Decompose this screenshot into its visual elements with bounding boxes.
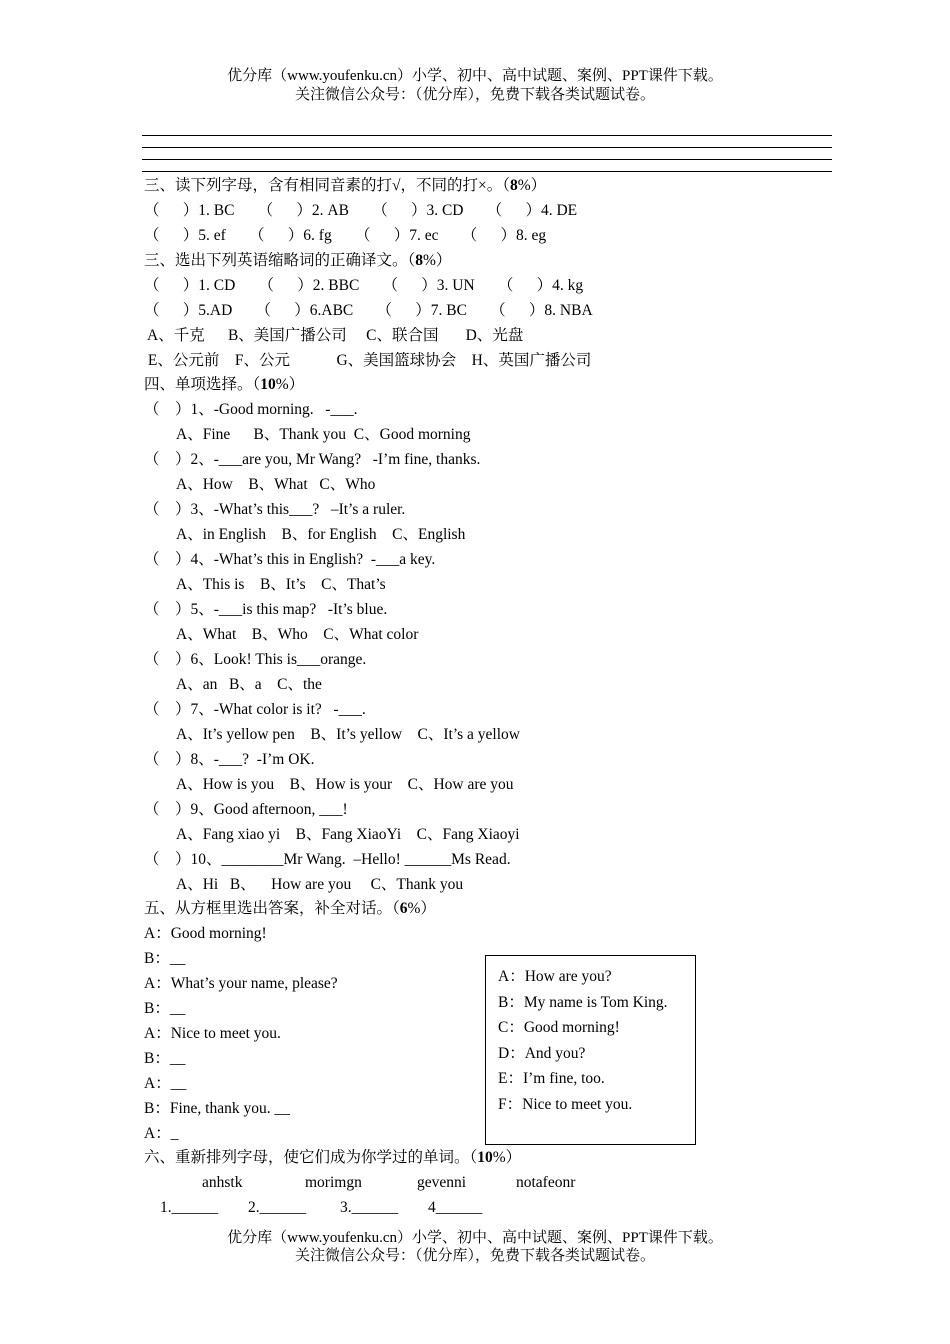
question-8: （ ）8、-___? -I’m OK. [144, 751, 315, 768]
question-4-options: A、This is B、It’s C、That’s [176, 576, 386, 593]
header-line-2: 关注微信公众号：（优分库），免费下载各类试题试卷。 [294, 87, 655, 103]
dialogue-line-2: B：__ [144, 950, 186, 967]
footer-line-1: 优分库（www.youfenku.cn）小学、初中、高中试题、案例、PPT课件下载。 [227, 1230, 723, 1246]
section-6-title: 六、重新排列字母，使它们成为你学过的单词。（10%） [144, 1149, 522, 1166]
question-6-options: A、an B、a C、the [176, 676, 322, 693]
question-3: （ ）3、-What’s this___? –It’s a ruler. [144, 501, 406, 518]
box-option-b: B：My name is Tom King. [498, 994, 668, 1011]
dialogue-line-6: B：__ [144, 1050, 186, 1067]
question-7: （ ）7、-What color is it? -___. [144, 701, 366, 718]
question-1-options: A、Fine B、Thank you C、Good morning [176, 426, 471, 443]
section-5-title: 五、从方框里选出答案，补全对话。（6%） [144, 900, 436, 917]
dialogue-line-4: B：__ [144, 1000, 186, 1017]
answer-blank-4: 4______ [428, 1199, 483, 1216]
header-rule-2 [142, 147, 832, 148]
box-option-e: E：I’m fine, too. [498, 1070, 605, 1087]
question-3-options: A、in English B、for English C、English [176, 526, 466, 543]
question-1: （ ）1、-Good morning. -___. [144, 401, 358, 418]
section-3b-options-2: E、公元前 F、公元 G、美国篮球协会 H、英国广播公司 [144, 352, 592, 369]
question-6: （ ）6、Look! This is___orange. [144, 651, 367, 668]
question-10: （ ）10、________Mr Wang. –Hello! ______Ms Read. [144, 851, 511, 868]
scrambled-word-3: gevenni [417, 1174, 467, 1191]
header-line-1: 优分库（www.youfenku.cn）小学、初中、高中试题、案例、PPT课件下载。 [227, 68, 723, 84]
answer-blank-1: 1.______ [160, 1199, 219, 1216]
question-4: （ ）4、-What’s this in English? -___a key. [144, 551, 436, 568]
dialogue-line-8: B：Fine, thank you. __ [144, 1100, 290, 1117]
box-option-c: C：Good morning! [498, 1019, 620, 1036]
scrambled-word-1: anhstk [202, 1174, 243, 1191]
footer-line-2: 关注微信公众号：（优分库），免费下载各类试题试卷。 [294, 1248, 655, 1264]
section-3b-title: 三、选出下列英语缩略词的正确译文。（8%） [144, 252, 452, 269]
scrambled-word-2: morimgn [305, 1174, 362, 1191]
dialogue-line-1: A：Good morning! [144, 925, 267, 942]
box-option-f: F：Nice to meet you. [498, 1096, 633, 1113]
section-3b-row-2: （ ）5.AD （ ）6.ABC （ ）7. BC （ ）8. NBA [144, 302, 593, 319]
question-9-options: A、Fang xiao yi B、Fang XiaoYi C、Fang Xiaoyi [176, 826, 520, 843]
box-option-a: A：How are you? [498, 968, 612, 985]
question-9: （ ）9、Good afternoon, ___! [144, 801, 348, 818]
question-2: （ ）2、-___are you, Mr Wang? -I’m fine, thanks. [144, 451, 481, 468]
scrambled-word-4: notafeonr [516, 1174, 576, 1191]
section-3a-title: 三、读下列字母，含有相同音素的打√，不同的打×。（8%） [144, 177, 547, 194]
answer-blank-2: 2.______ [248, 1199, 307, 1216]
section-3b-row-1: （ ）1. CD （ ）2. BBC （ ）3. UN （ ）4. kg [144, 277, 584, 294]
header-rule-3 [142, 159, 832, 160]
box-option-d: D：And you? [498, 1045, 586, 1062]
dialogue-line-5: A：Nice to meet you. [144, 1025, 281, 1042]
header-rule-1 [142, 135, 832, 136]
section-4-title: 四、单项选择。（10%） [144, 376, 305, 393]
question-5: （ ）5、-___is this map? -It’s blue. [144, 601, 388, 618]
question-5-options: A、What B、Who C、What color [176, 626, 419, 643]
dialogue-line-9: A：_ [144, 1125, 179, 1142]
answer-blank-3: 3.______ [340, 1199, 399, 1216]
question-7-options: A、It’s yellow pen B、It’s yellow C、It’s a yellow [176, 726, 520, 743]
answer-options-box [485, 955, 696, 1145]
question-8-options: A、How is you B、How is your C、How are you [176, 776, 514, 793]
question-10-options: A、Hi B、 How are you C、Thank you [176, 876, 464, 893]
section-3a-row-1: （ ）1. BC （ ）2. AB （ ）3. CD （ ）4. DE [144, 202, 578, 219]
section-3b-options-1: A、千克 B、美国广播公司 C、联合国 D、光盘 [144, 327, 524, 344]
header-rule-4 [142, 171, 832, 172]
section-3a-row-2: （ ）5. ef （ ）6. fg （ ）7. ec （ ）8. eg [144, 227, 547, 244]
dialogue-line-7: A：__ [144, 1075, 187, 1092]
dialogue-line-3: A：What’s your name, please? [144, 975, 338, 992]
question-2-options: A、How B、What C、Who [176, 476, 376, 493]
